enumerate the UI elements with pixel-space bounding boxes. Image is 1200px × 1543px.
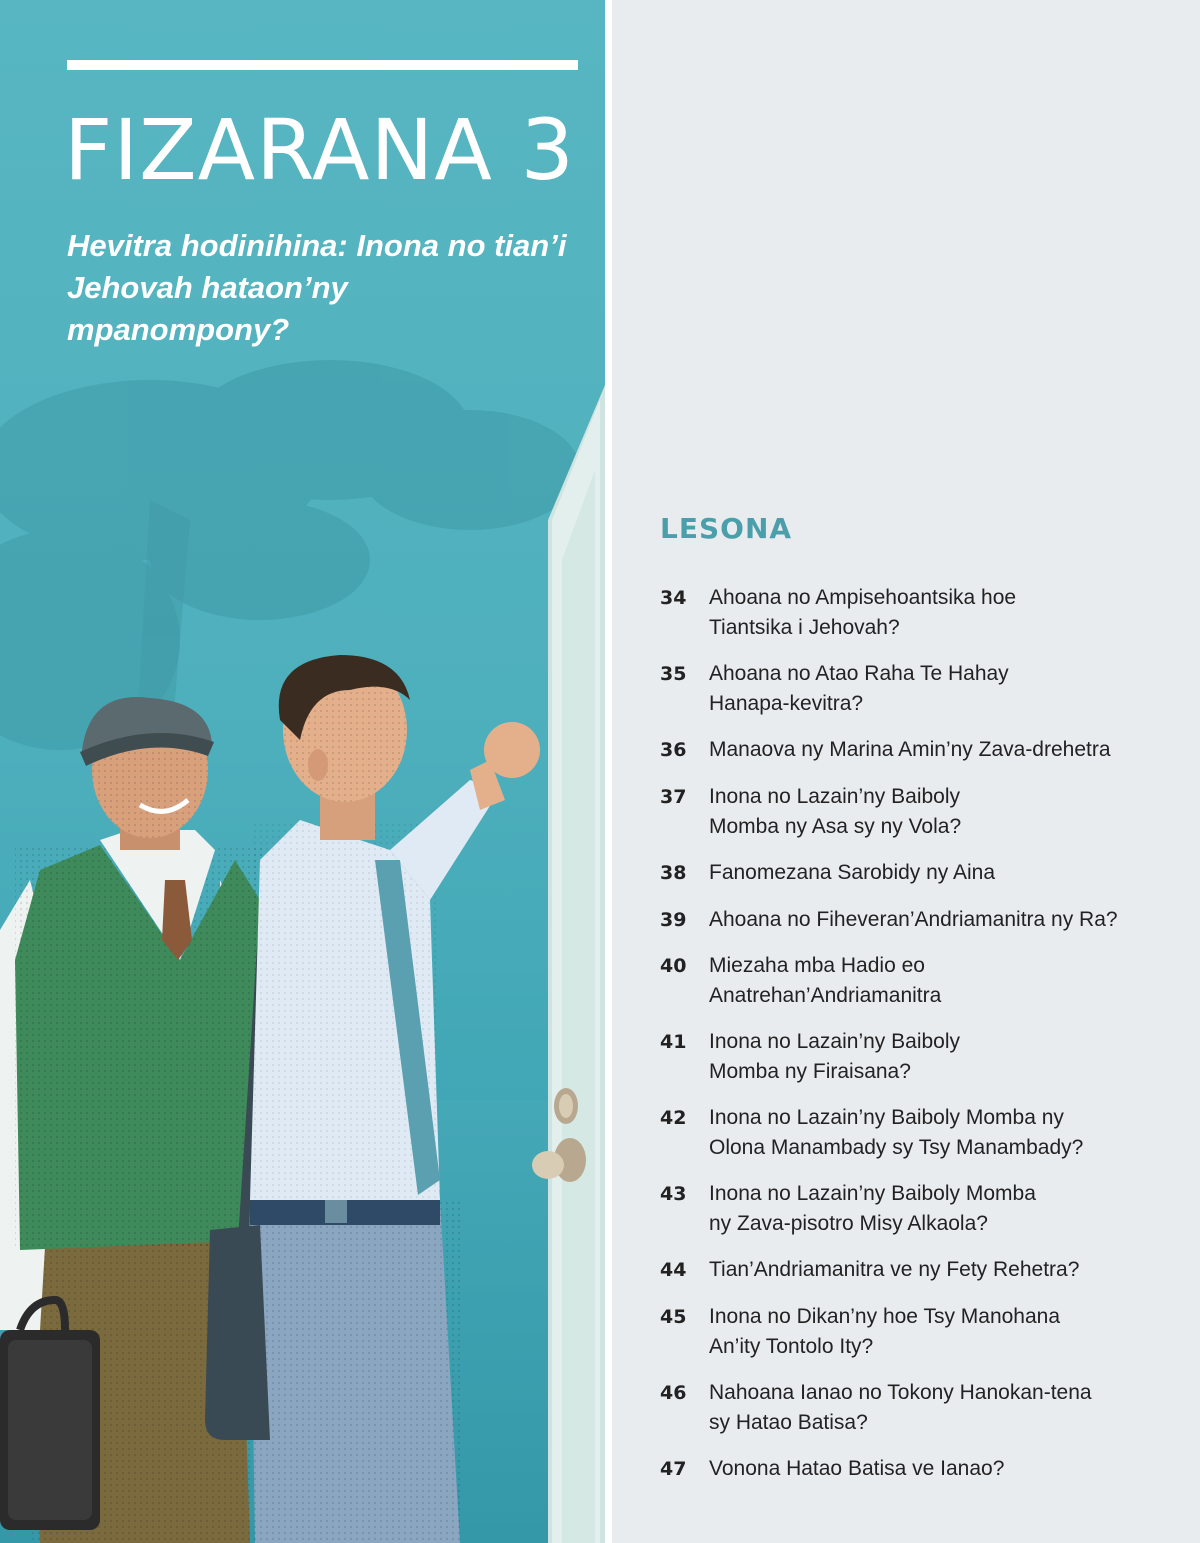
lesson-number: 34 (660, 587, 687, 609)
lesson-title: Tian’Andriamanitra ve ny Fety Rehetra? (709, 1258, 1080, 1281)
lesson-number: 35 (660, 663, 687, 685)
lessons-heading: LESONA (660, 512, 793, 545)
lesson-title: Inona no Lazain’ny Baiboly Momba ny Zava-pisotro Misy Alkaola? (709, 1182, 1036, 1235)
lesson-number: 36 (660, 739, 687, 761)
lesson-number: 39 (660, 909, 687, 931)
lesson-number: 43 (660, 1183, 687, 1205)
lesson-title: Inona no Lazain’ny Baiboly Momba ny Firaisana? (709, 1030, 961, 1083)
lesson-title: Manaova ny Marina Amin’ny Zava-drehetra (709, 738, 1111, 761)
lesson-title: Vonona Hatao Batisa ve Ianao? (709, 1457, 1005, 1480)
lesson-number: 42 (660, 1107, 687, 1129)
lesson-title: Ahoana no Fiheveran’Andriamanitra ny Ra? (709, 908, 1118, 931)
lesson-number: 37 (660, 786, 687, 808)
lesson-number: 41 (660, 1031, 687, 1053)
lesson-title: Ahoana no Ampisehoantsika hoe Tiantsika i Jehovah? (709, 586, 1017, 639)
lesson-title: Inona no Lazain’ny Baiboly Momba ny Asa sy ny Vola? (709, 785, 962, 838)
lesson-title: Fanomezana Sarobidy ny Aina (709, 861, 996, 884)
lesson-title: Nahoana Ianao no Tokony Hanokan-tena sy Hatao Batisa? (709, 1381, 1092, 1434)
section-subtitle: Hevitra hodinihina: Inona no tian’i Jehovah hataon’ny mpanompony? (67, 228, 567, 347)
top-rule (67, 60, 578, 70)
lesson-number: 44 (660, 1259, 687, 1281)
lesson-number: 40 (660, 955, 687, 977)
panel-divider (605, 0, 612, 1543)
lesson-title: Inona no Lazain’ny Baiboly Momba ny Olona Manambady sy Tsy Manambady? (709, 1106, 1084, 1159)
lesson-title: Ahoana no Atao Raha Te Hahay Hanapa-kevitra? (709, 662, 1009, 715)
lesson-number: 47 (660, 1458, 687, 1480)
lesson-title: Miezaha mba Hadio eo Anatrehan’Andriamanitra (709, 954, 942, 1007)
section-title: FIZARANA 3 (64, 101, 575, 199)
lesson-number: 45 (660, 1306, 687, 1328)
lesson-number: 38 (660, 862, 687, 884)
lesson-title: Inona no Dikan’ny hoe Tsy Manohana An’ity Tontolo Ity? (709, 1305, 1061, 1358)
lesson-number: 46 (660, 1382, 687, 1404)
